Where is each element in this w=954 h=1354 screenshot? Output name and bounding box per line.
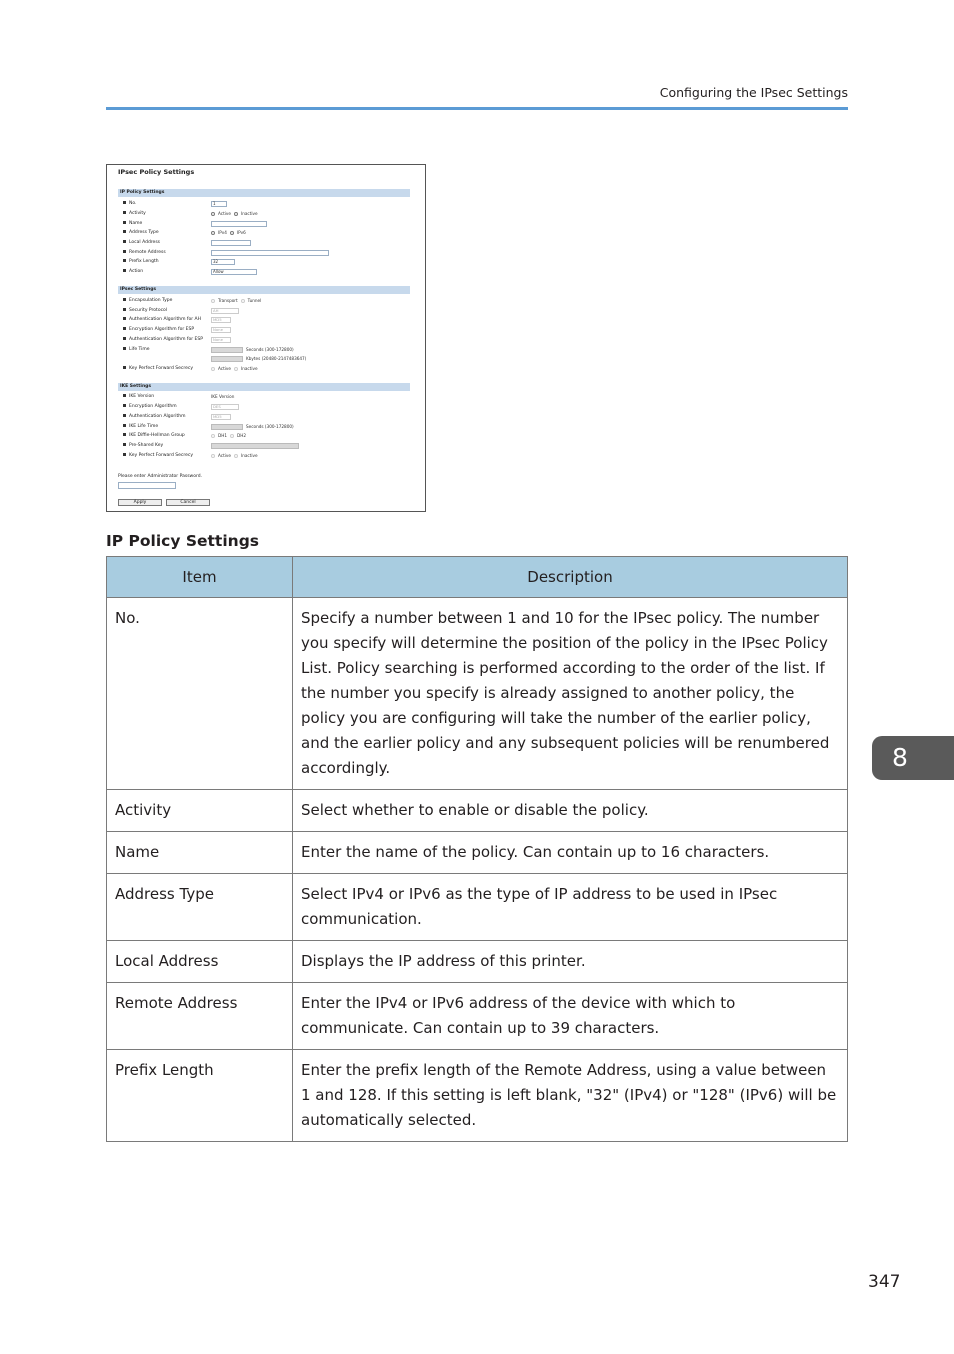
row-description: Select IPv4 or IPv6 as the type of IP address to be used in IPsec communication.	[293, 874, 848, 941]
section-caption: IP Policy Settings	[106, 532, 260, 550]
section-ipsec: IPsec Settings	[118, 286, 410, 294]
table-row	[107, 790, 848, 832]
row-item: Remote Address	[107, 983, 293, 1050]
row-encap: Encapsulation Type Transport Tunnel	[123, 296, 413, 305]
row-item: No.	[107, 598, 293, 790]
section-ike: IKE Settings	[118, 383, 410, 391]
row-item: Activity	[107, 790, 293, 832]
header-item: Item	[107, 557, 293, 598]
ipsec-policy-screenshot	[106, 164, 426, 512]
row-item: Address Type	[107, 874, 293, 941]
row-enc-esp: Encryption Algorithm for ESP None	[123, 325, 413, 334]
activity-active-radio[interactable]	[211, 212, 215, 216]
password-prompt: Please enter Administrator Password.	[118, 474, 203, 479]
row-lifetime-kbytes: Kbytes (20480-2147483647)	[123, 354, 413, 363]
ipv4-radio[interactable]	[211, 231, 215, 235]
local-address-select[interactable]	[211, 240, 251, 246]
cancel-button[interactable]: Cancel	[166, 499, 210, 506]
row-description: Select whether to enable or disable the policy.	[293, 790, 848, 832]
row-ike-life: IKE Life Time Seconds (300-172800)	[123, 422, 413, 431]
row-address-type: Address Type IPv4 IPv6	[123, 228, 413, 237]
row-description: Displays the IP address of this printer.	[293, 941, 848, 983]
apply-button[interactable]: Apply	[118, 499, 162, 506]
row-local-address: Local Address	[123, 238, 413, 247]
screenshot-title: IPsec Policy Settings	[118, 168, 195, 176]
row-auth-esp: Authentication Algorithm for ESP None	[123, 335, 413, 344]
row-description: Enter the name of the policy. Can contain up to 16 characters.	[293, 832, 848, 874]
table-row	[107, 832, 848, 874]
row-item: Name	[107, 832, 293, 874]
remote-address-input[interactable]	[211, 250, 329, 256]
table-row	[107, 983, 848, 1050]
running-header: Configuring the IPsec Settings	[659, 85, 848, 100]
action-select[interactable]: Allow	[211, 269, 257, 275]
row-item: Prefix Length	[107, 1050, 293, 1142]
settings-table	[106, 556, 848, 1142]
row-ike-pfs: Key Perfect Forward Secrecy Active Inactive	[123, 451, 413, 460]
row-lifetime: Life Time Seconds (300-172800)	[123, 345, 413, 354]
row-no: No. 1	[123, 199, 413, 208]
name-input[interactable]	[211, 221, 267, 227]
row-item: Local Address	[107, 941, 293, 983]
table-row	[107, 941, 848, 983]
page-number: 347	[868, 1272, 901, 1292]
row-pfs: Key Perfect Forward Secrecy Active Inactive	[123, 364, 413, 373]
no-select[interactable]: 1	[211, 201, 227, 207]
header-rule	[106, 107, 848, 110]
row-description: Enter the IPv4 or IPv6 address of the device with which to communicate. Can contain up to 39 characters.	[293, 983, 848, 1050]
row-ike-auth: Authentication Algorithm MD5	[123, 412, 413, 421]
password-input[interactable]	[118, 482, 176, 489]
ipv6-radio[interactable]	[230, 231, 234, 235]
section-ip-policy: IP Policy Settings	[118, 189, 410, 197]
row-activity: Activity Active Inactive	[123, 209, 413, 218]
chapter-tab: 8	[872, 736, 954, 780]
table-row	[107, 874, 848, 941]
row-name: Name	[123, 219, 413, 228]
row-description: Enter the prefix length of the Remote Address, using a value between 1 and 128. If this setting is left blank, "32" (IPv4) or "128" (IPv6) will be automatically selected.	[293, 1050, 848, 1142]
prefix-input[interactable]: 32	[211, 259, 235, 265]
header-description: Description	[293, 557, 848, 598]
row-ike-dh: IKE Diffie-Hellman Group DH1 DH2	[123, 431, 413, 440]
row-ike-psk: Pre-Shared Key	[123, 441, 413, 450]
row-auth-ah: Authentication Algorithm for AH MD5	[123, 315, 413, 324]
row-protocol: Security Protocol AH	[123, 306, 413, 315]
activity-inactive-radio[interactable]	[234, 212, 238, 216]
row-prefix-length: Prefix Length 32	[123, 257, 413, 266]
table-row	[107, 1050, 848, 1142]
row-description: Specify a number between 1 and 10 for the IPsec policy. The number you specify will determine the position of the policy in the IPsec Policy List. Policy searching is performed according to the order of the list. If the number you specify is already assigned to another policy, the policy you are configuring will take the number of the earlier policy, and the earlier policy and any subsequent policies will be renumbered accordingly.	[293, 598, 848, 790]
row-ike-enc: Encryption Algorithm DES	[123, 402, 413, 411]
table-row	[107, 598, 848, 790]
table-header-row	[107, 557, 848, 598]
row-remote-address: Remote Address	[123, 248, 413, 257]
row-ike-version: IKE Version IKE Version	[123, 392, 413, 401]
row-action: Action Allow	[123, 267, 413, 276]
